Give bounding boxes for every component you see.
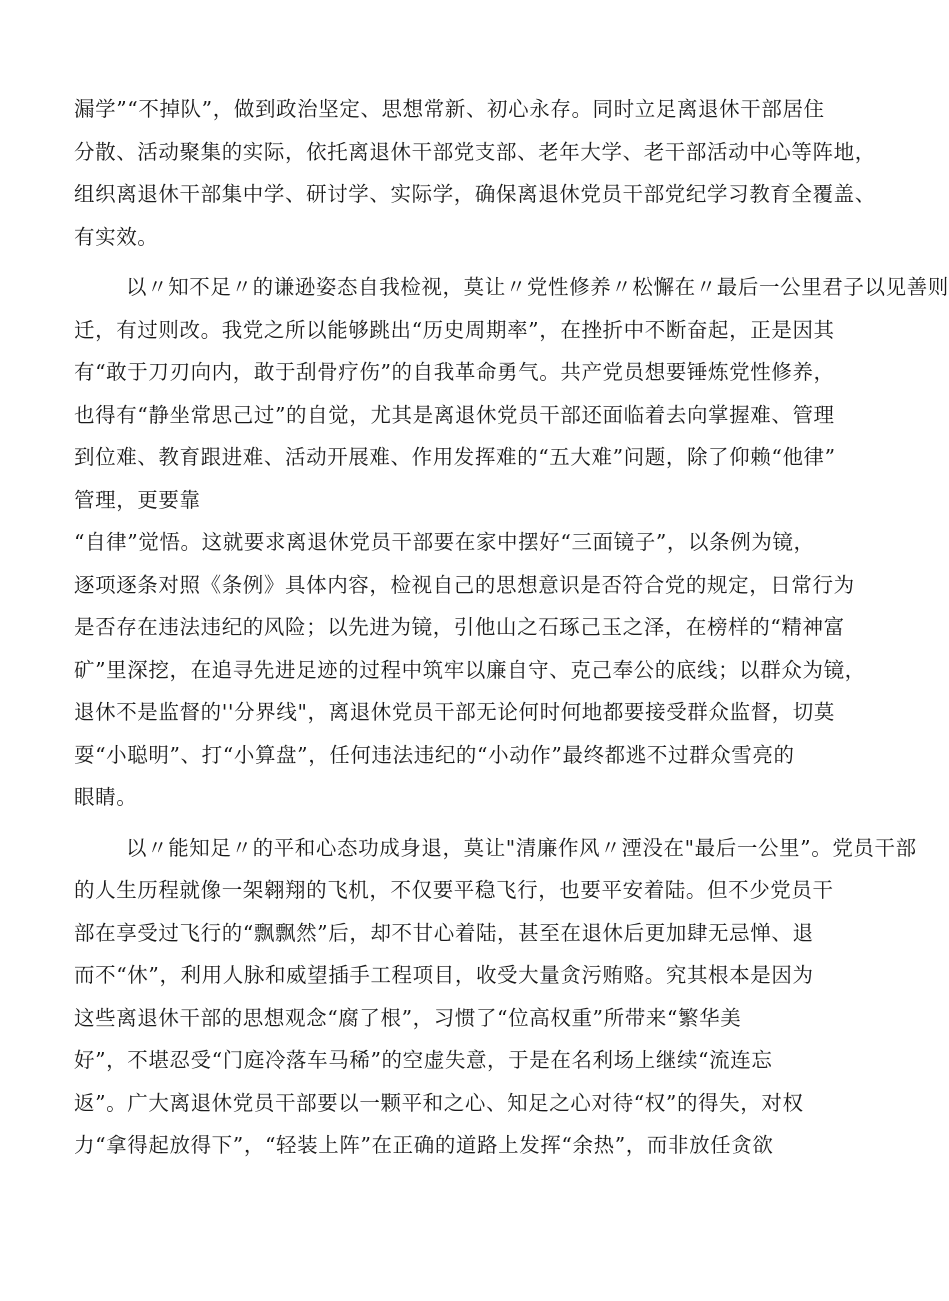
text-line: 迁，有过则改。我党之所以能够跳出“历史周期率”，在挫折中不断奋起，正是因其 — [74, 317, 835, 342]
paragraph-heading-line: 以〃知不足〃的谦逊姿态自我检视，莫让〃党性修养〃松懈在〃最后一公里君子以见善则 — [126, 275, 949, 299]
text-line: 耍“小聪明”、打“小算盘”，任何违法违纪的“小动作”最终都逃不过群众雪亮的 — [74, 742, 795, 767]
text-line: 也得有“静坐常思己过”的自觉，尤其是离退休党员干部还面临着去向掌握难、管理 — [74, 402, 835, 427]
text-line: 有实效。 — [74, 224, 159, 249]
text-line: 眼睛。 — [74, 785, 138, 809]
text-line: 有“敢于刀刃向内，敢于刮骨疗伤”的自我革命勇气。共产党员想要锤炼党性修养， — [74, 360, 835, 384]
text-line: 这些离退休干部的思想观念“腐了根”，习惯了“位高权重”所带来“繁华美 — [74, 1005, 742, 1030]
text-line: 好”，不堪忍受“门庭冷落车马稀”的空虚失意，于是在名利场上继续“流连忘 — [74, 1048, 773, 1072]
text-line: 逐项逐条对照《条例》具体内容，检视自己的思想意识是否符合党的规定，日常行为 — [74, 572, 855, 597]
paragraph-gap — [74, 819, 864, 827]
text-line: 退休不是监督的''分界线"，离退休党员干部无论何时何地都要接受群众监督，切莫 — [74, 700, 835, 724]
text-line: 组织离退休干部集中学、研讨学、实际学，确保离退休党员干部党纪学习教育全覆盖、 — [74, 182, 876, 206]
text-line: 矿”里深挖，在追寻先进足迹的过程中筑牢以廉自守、克己奉公的底线；以群众为镜， — [74, 657, 866, 682]
text-line: 到位难、教育跟进难、活动开展难、作用发挥难的“五大难”问题，除了仰赖“他律” — [74, 445, 836, 469]
document-body — [74, 88, 949, 1167]
text-line: 是否存在违法违纪的风险；以先进为镜，引他山之石琢己玉之泽，在榜样的“精神富 — [74, 615, 845, 639]
text-line: “自律”觉悟。这就要求离退休党员干部要在家中摆好“三面镜子”，以条例为镜， — [74, 530, 815, 554]
text-line: 的人生历程就像一架翱翔的飞机，不仅要平稳飞行，也要平安着陆。但不少党员干 — [74, 878, 834, 902]
text-line: 部在享受过飞行的“飘飘然”后，却不甘心着陆，甚至在退休后更加肆无忌惮、退 — [74, 920, 814, 945]
text-line: 力“拿得起放得下”，“轻装上阵”在正确的道路上发挥“余热”，而非放任贪欲 — [74, 1133, 774, 1157]
paragraph-gap — [74, 258, 864, 266]
text-line: 管理，更要靠 — [74, 487, 201, 512]
paragraph-heading-line: 以〃能知足〃的平和心态功成身退，莫让"清廉作风〃湮没在"最后一公里”。党员干部 — [126, 835, 917, 860]
text-line: 而不“休”，利用人脉和威望插手工程项目，收受大量贪污贿赂。究其根本是因为 — [74, 963, 814, 987]
text-line: 返”。广大离退休党员干部要以一颗平和之心、知足之心对待“权”的得失，对权 — [74, 1090, 804, 1115]
text-line: 分散、活动聚集的实际，依托离退休干部党支部、老年大学、老干部活动中心等阵地， — [74, 139, 876, 164]
text-line: 漏学”“不掉队”，做到政治坚定、思想常新、初心永存。同时立足离退休干部居住 — [74, 97, 825, 121]
